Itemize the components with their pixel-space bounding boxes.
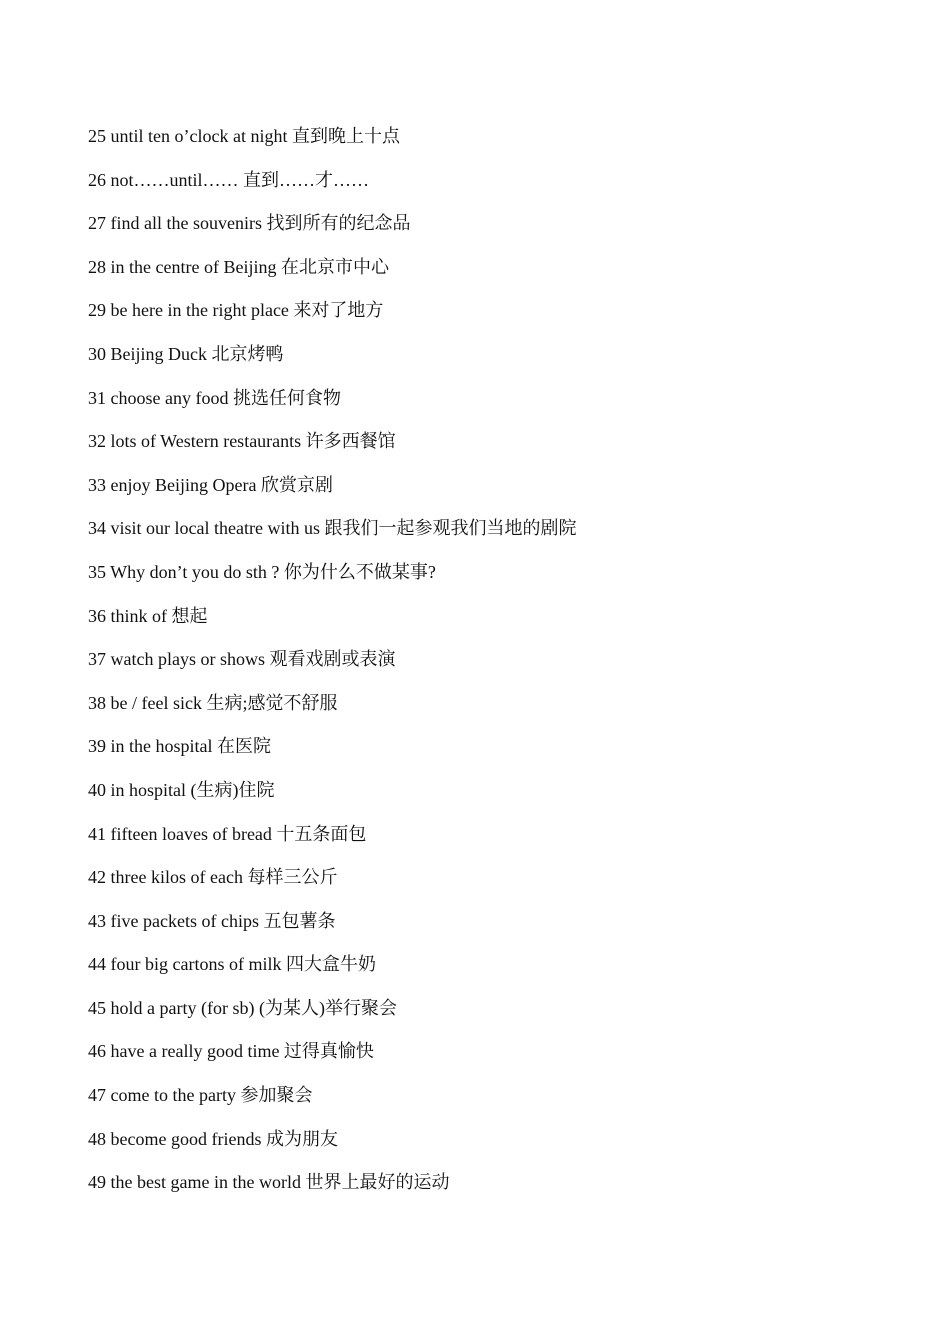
phrase-line: 36 think of 想起 — [88, 605, 208, 626]
phrase-line: 25 until ten o’clock at night 直到晚上十点 — [88, 126, 400, 146]
phrase-line: 45 hold a party (for sb) (为某人)举行聚会 — [88, 997, 397, 1018]
phrase-line: 26 not……until…… 直到……才…… — [88, 169, 370, 190]
phrase-line: 40 in hospital (生病)住院 — [88, 779, 275, 800]
phrase-line: 30 Beijing Duck 北京烤鸭 — [88, 343, 284, 364]
phrase-line: 27 find all the souvenirs 找到所有的纪念品 — [88, 213, 411, 234]
phrase-line: 29 be here in the right place 来对了地方 — [88, 300, 384, 321]
phrase-line: 31 choose any food 挑选任何食物 — [88, 387, 341, 408]
phrase-line: 28 in the centre of Beijing 在北京市中心 — [88, 256, 389, 277]
phrase-line: 44 four big cartons of milk 四大盒牛奶 — [88, 954, 376, 975]
phrase-list — [88, 122, 868, 1212]
phrase-line: 34 visit our local theatre with us 跟我们一起参观我们当地的剧院 — [88, 518, 577, 539]
phrase-line: 48 become good friends 成为朋友 — [88, 1128, 338, 1149]
phrase-line: 47 come to the party 参加聚会 — [88, 1085, 313, 1106]
phrase-line: 49 the best game in the world 世界上最好的运动 — [88, 1172, 450, 1193]
phrase-line: 32 lots of Western restaurants 许多西餐馆 — [88, 431, 396, 452]
phrase-line: 42 three kilos of each 每样三公斤 — [88, 867, 338, 888]
phrase-line: 46 have a really good time 过得真愉快 — [88, 1041, 374, 1062]
phrase-line: 37 watch plays or shows 观看戏剧或表演 — [88, 649, 396, 670]
phrase-line: 43 five packets of chips 五包薯条 — [88, 910, 336, 931]
phrase-line: 41 fifteen loaves of bread 十五条面包 — [88, 823, 367, 844]
phrase-line: 39 in the hospital 在医院 — [88, 736, 271, 757]
phrase-line: 33 enjoy Beijing Opera 欣赏京剧 — [88, 474, 333, 495]
phrase-line: 38 be / feel sick 生病;感觉不舒服 — [88, 692, 338, 713]
phrase-line: 35 Why don’t you do sth ? 你为什么不做某事? — [88, 561, 436, 582]
